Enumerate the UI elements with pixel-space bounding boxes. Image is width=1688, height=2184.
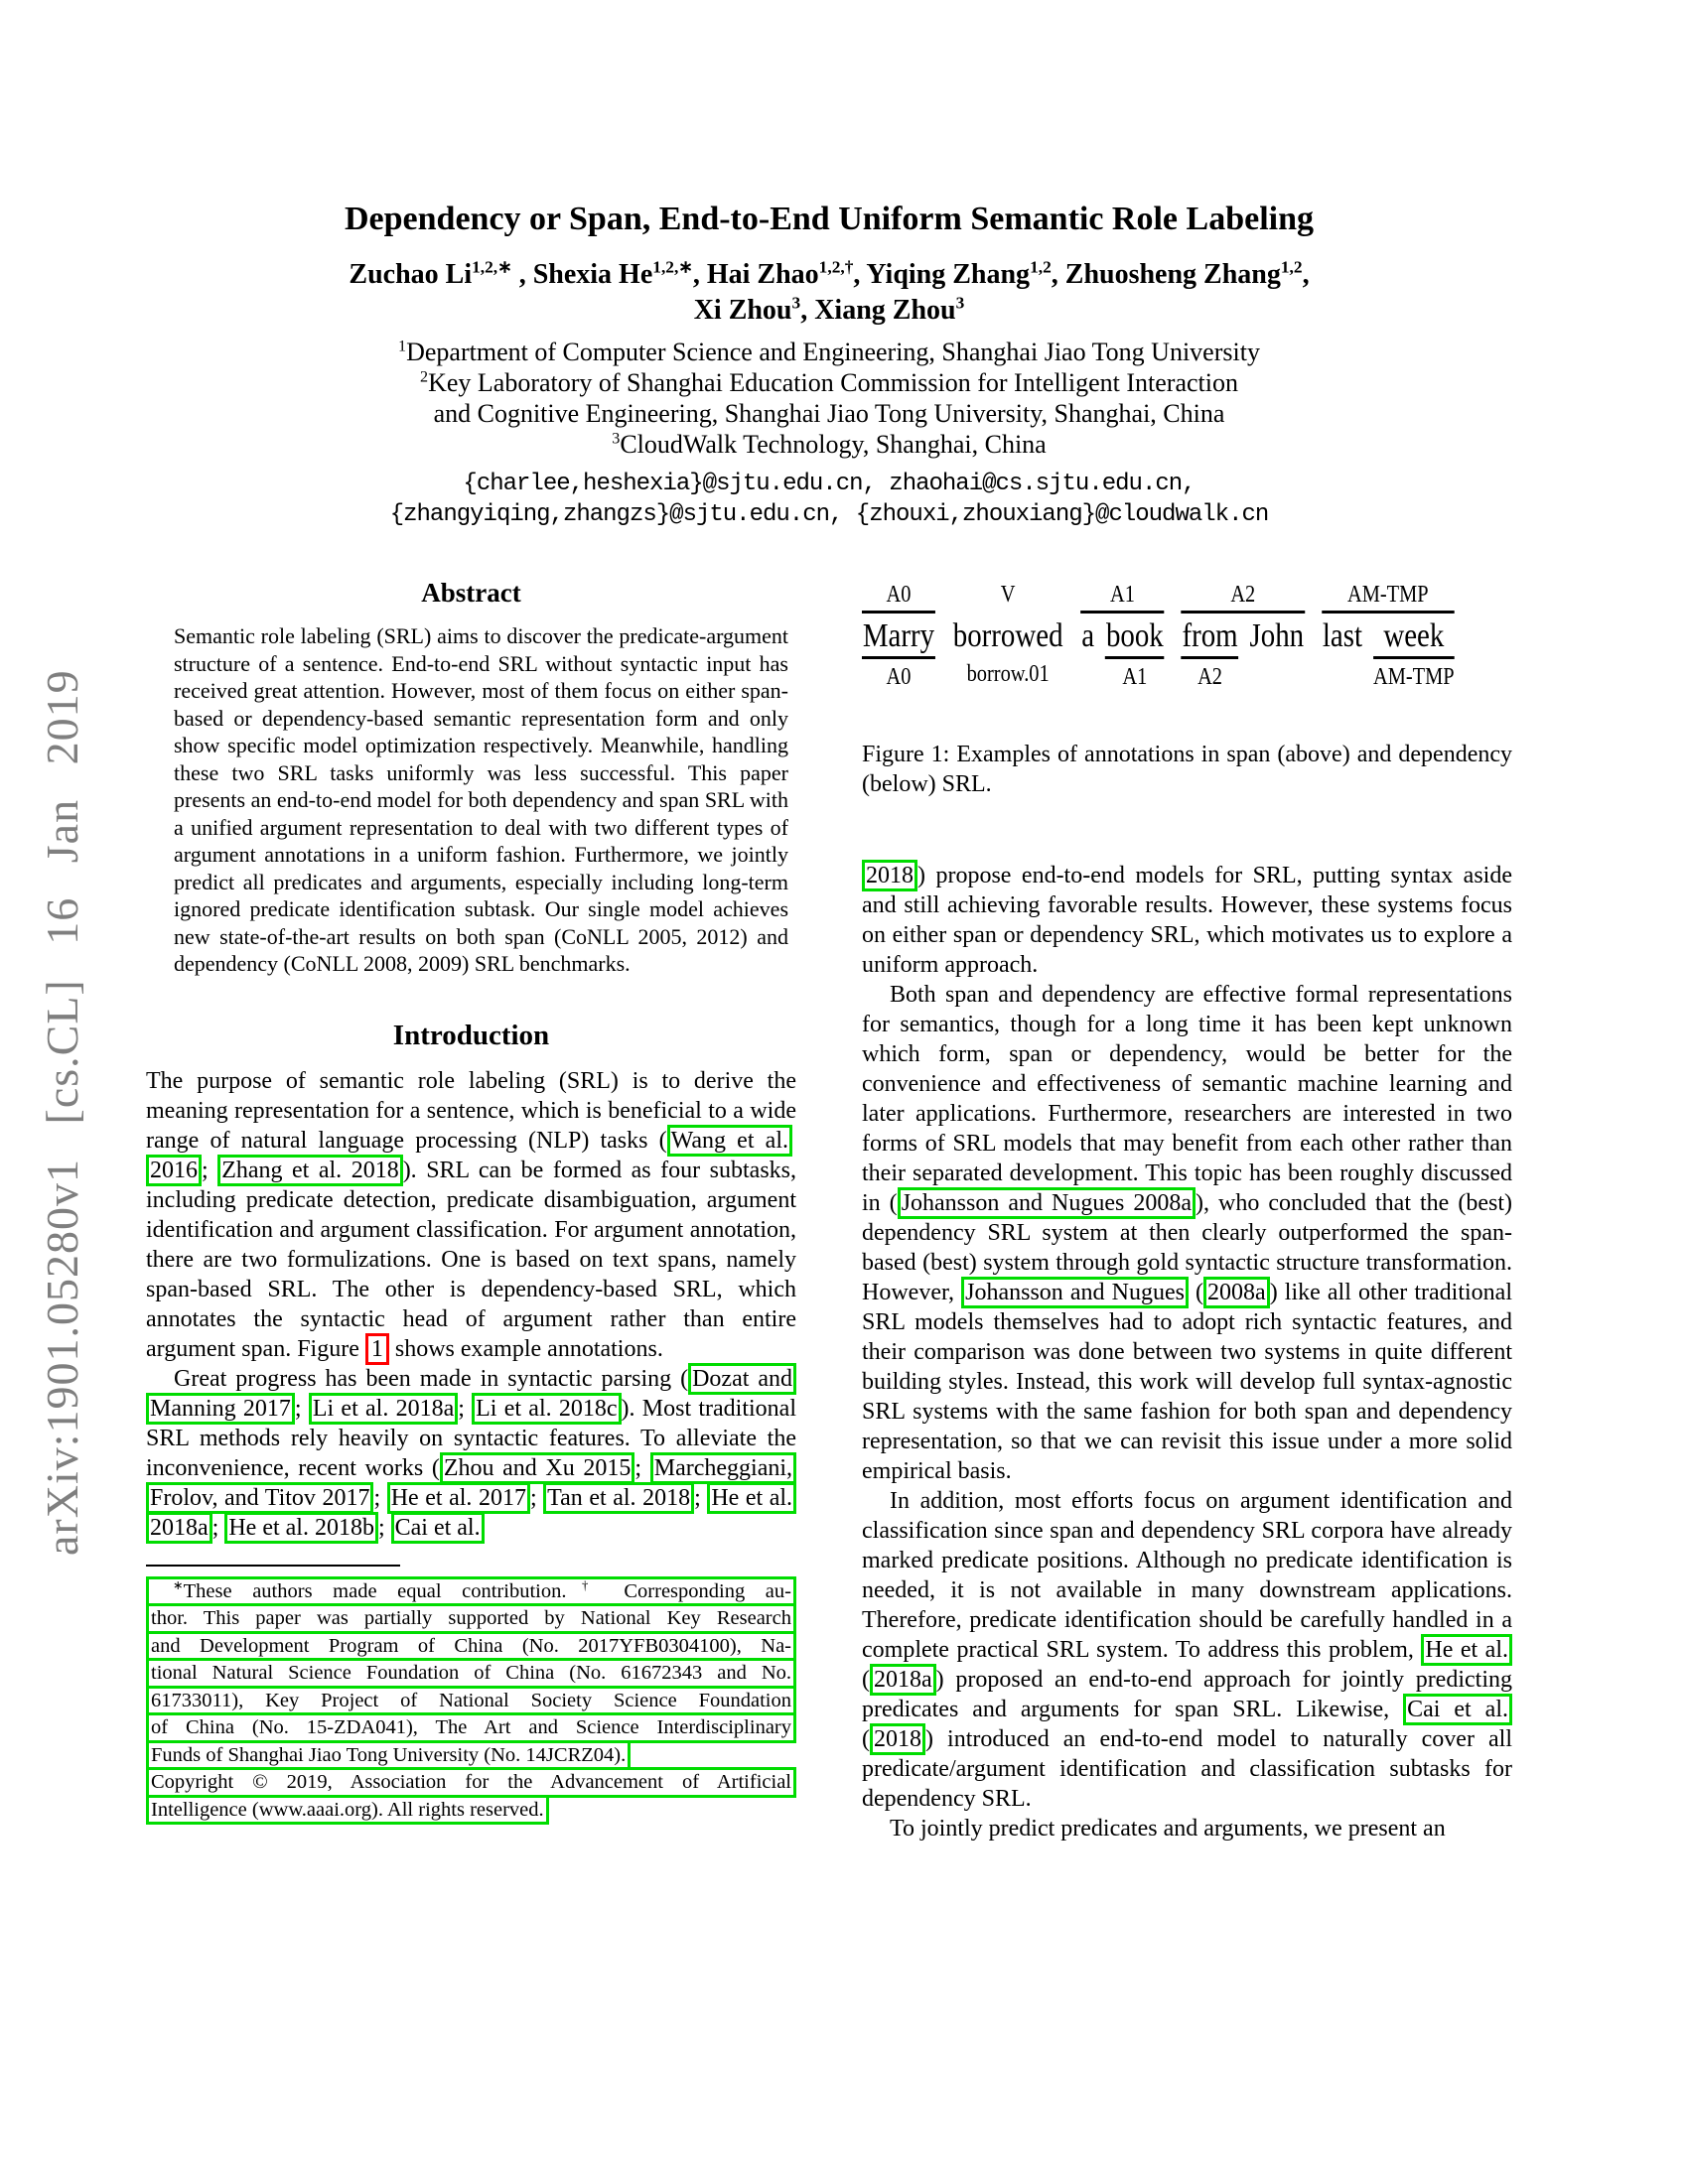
footnote-line: Intelligence (www.aaai.org). All rights reserved. bbox=[146, 1795, 549, 1826]
authors-line-2 bbox=[146, 293, 1512, 329]
affiliation-line-2 bbox=[146, 367, 1512, 398]
srl-group-a1 bbox=[1080, 582, 1164, 690]
text-segment: ; bbox=[634, 1454, 650, 1481]
citation-link[interactable]: Zhang et al. 2018 bbox=[217, 1155, 403, 1186]
footnote-line: Copyright © 2019, Association for the Advancement of Artificial bbox=[146, 1767, 796, 1798]
text-segment: , Zhuosheng Zhang bbox=[1051, 259, 1281, 291]
text-segment: Xi Zhou bbox=[693, 295, 792, 327]
right-paragraph-2 bbox=[862, 980, 1512, 1486]
text-segment: ). SRL can be formed as four subtasks, including predicate detection, predicate disambiguation, argument identification and argument classification. For argument annotation, there are two formulizations. One is based on text spans, namely span-based SRL. The other is dependency-based SRL, which annotates the syntactic head of argument rather than entire argument span. Figure bbox=[146, 1157, 796, 1362]
citation-link[interactable]: 2008a bbox=[1203, 1277, 1270, 1308]
figure-word: borrowed bbox=[952, 617, 1063, 655]
citation-link[interactable]: Wang et al. 2016 bbox=[146, 1125, 792, 1186]
srl-group-a2 bbox=[1182, 582, 1305, 690]
abstract-text: Semantic role labeling (SRL) aims to discover the predicate-argument structure of a sentence. End-to-end SRL without syntactic input has received great attention. However, most of them focus on either span-based or dependency-based semantic representation form and only show specific model optimization respectively. Meanwhile, handling these two SRL tasks uniformly was less successful. This paper presents an end-to-end model for both dependency and span SRL with a unified argument representation to deal with two different types of argument annotations in a uniform fashion. Furthermore, we jointly predict all predicates and arguments, especially including long-term ignored predicate identification subtask. Our single model achieves new state-of-the-art results on both span (CoNLL 2005, 2012) and dependency (CoNLL 2008, 2009) SRL benchmarks. bbox=[174, 623, 788, 977]
citation-link[interactable]: Marcheggiani, Frolov, and Titov 2017 bbox=[146, 1452, 796, 1514]
affiliation-line-4 bbox=[146, 429, 1512, 460]
citation-link[interactable]: Li et al. 2018c bbox=[472, 1393, 621, 1425]
span-label: A2 bbox=[1182, 582, 1305, 614]
intro-paragraph-1 bbox=[146, 1066, 796, 1364]
authors-line-1 bbox=[146, 257, 1512, 293]
right-column bbox=[862, 578, 1512, 1843]
figure-1 bbox=[862, 582, 1512, 799]
citation-link[interactable]: 2018a bbox=[870, 1664, 936, 1696]
dep-label: A1 bbox=[1122, 664, 1148, 691]
footnote-line: and Development Program of China (No. 2017YFB0304100), Na- bbox=[146, 1631, 796, 1662]
text-segment: Both span and dependency are effective formal representations for semantics, though for a long time it has been kept unknown which form, span or dependency, would be better for the convenience and effectiveness of semantic machine learning and later applications. Furthermore, researchers are interested in two forms of SRL models that may benefit from each other rather than their separated development. This topic has been roughly discussed in ( bbox=[862, 982, 1512, 1217]
citation-link[interactable]: Cai et al. bbox=[391, 1512, 485, 1544]
author-emails bbox=[146, 469, 1512, 530]
text-segment: ∗ bbox=[173, 1578, 184, 1593]
dep-label: borrow.01 bbox=[966, 661, 1050, 688]
text-segment: , Shexia He bbox=[511, 259, 653, 291]
citation-link[interactable]: 2018 bbox=[870, 1723, 925, 1755]
citation-link[interactable]: Dozat and Manning 2017 bbox=[146, 1363, 796, 1425]
srl-group-v bbox=[952, 582, 1063, 687]
emails-line-1: {charlee,heshexia}@sjtu.edu.cn, zhaohai@cs.sjtu.edu.cn, bbox=[463, 471, 1196, 498]
dep-label: AM-TMP bbox=[1373, 664, 1455, 691]
text-segment: These authors made equal contribution. bbox=[183, 1579, 567, 1602]
text-segment: , Xiang Zhou bbox=[800, 295, 956, 327]
text-segment: ( bbox=[862, 1726, 870, 1753]
text-segment: 1,2 bbox=[1030, 258, 1052, 278]
text-segment: 1,2,∗ bbox=[472, 258, 512, 278]
figure-word: a bbox=[1081, 617, 1095, 655]
paper-header bbox=[0, 0, 1688, 530]
text-segment: Corresponding au- bbox=[603, 1579, 791, 1602]
footnote-line bbox=[146, 1576, 796, 1607]
affiliation-line-3 bbox=[146, 398, 1512, 429]
text-segment: CloudWalk Technology, Shanghai, China bbox=[620, 430, 1047, 460]
citation-link[interactable]: Tan et al. 2018 bbox=[543, 1482, 694, 1514]
footnote-block bbox=[146, 1565, 796, 1826]
affiliations bbox=[146, 337, 1512, 460]
citation-link[interactable]: Cai et al. bbox=[1403, 1694, 1512, 1725]
introduction-heading: Introduction bbox=[392, 1019, 550, 1051]
figure-1-annotation-example bbox=[862, 582, 1455, 691]
text-segment: ) proposed an end-to-end approach for jointly predicting predicates and arguments for span SRL. Likewise, bbox=[862, 1667, 1512, 1723]
text-segment: The purpose of semantic role labeling (SRL) is to derive the meaning representation for a sentence, which is beneficial to a wide range of natural language processing (NLP) tasks ( bbox=[146, 1067, 796, 1154]
text-segment: Key Laboratory of Shanghai Education Commission for Intelligent Interaction bbox=[428, 368, 1238, 398]
citation-link[interactable]: Johansson and Nugues 2008a bbox=[898, 1187, 1196, 1219]
footnote-line: thor. This paper was partially supported by National Key Research bbox=[146, 1603, 796, 1634]
span-label: V bbox=[1000, 582, 1016, 609]
text-segment: 3 bbox=[612, 430, 621, 448]
paper-title: Dependency or Span, End-to-End Uniform Semantic Role Labeling bbox=[344, 201, 1315, 237]
emails-line-2: {zhangyiqing,zhangzs}@sjtu.edu.cn, {zhouxi,zhouxiang}@cloudwalk.cn bbox=[389, 501, 1269, 529]
text-segment: ; bbox=[202, 1157, 218, 1183]
text-segment: ) like all other traditional SRL models themselves had to adopt rich syntactic features, and their comparison was done between two systems in quite different building styles. Instead, this work will develop full syntax-agnostic SRL systems with the same fashion for both span and dependency representation, so that we can revisit this issue under a more solid empirical basis. bbox=[862, 1280, 1513, 1485]
text-segment: † bbox=[566, 1578, 604, 1593]
text-segment: ; bbox=[694, 1484, 708, 1511]
citation-link[interactable]: He et al. bbox=[1421, 1634, 1512, 1666]
figure-word: week bbox=[1373, 616, 1455, 659]
text-segment: ) propose end-to-end models for SRL, putting syntax aside and still achieving favorable results. However, these systems focus on either span or dependency SRL, which motivates us to explore a uniform approach. bbox=[862, 863, 1512, 979]
text-segment: shows example annotations. bbox=[388, 1335, 663, 1362]
footnote-line: Funds of Shanghai Jiao Tong University (No. 14JCRZ04). bbox=[146, 1740, 631, 1771]
text-segment: ( bbox=[862, 1667, 870, 1694]
text-segment: 3 bbox=[791, 294, 801, 314]
text-segment: ; bbox=[294, 1395, 309, 1422]
srl-group-a0 bbox=[862, 582, 935, 690]
citation-link[interactable]: Li et al. 2018a bbox=[309, 1393, 458, 1425]
text-segment: ; bbox=[377, 1514, 391, 1541]
right-column-text bbox=[862, 861, 1512, 1843]
intro-paragraph-2 bbox=[146, 1364, 796, 1543]
text-segment: ). Most traditional SRL methods rely heavily on syntactic features. To alleviate the inconvenience, recent works ( bbox=[146, 1395, 796, 1481]
left-column bbox=[146, 578, 796, 1843]
citation-link[interactable]: He et al. 2017 bbox=[387, 1482, 530, 1514]
footnote-rule bbox=[146, 1565, 400, 1567]
text-segment: 1,2 bbox=[1280, 258, 1303, 278]
footnote-line: of China (No. 15-ZDA041), The Art and Science Interdisciplinary bbox=[146, 1712, 796, 1743]
right-paragraph-4: To jointly predict predicates and arguments, we present an bbox=[890, 1816, 1446, 1843]
figure-word: John bbox=[1249, 617, 1305, 655]
citation-link[interactable]: Zhou and Xu 2015 bbox=[440, 1452, 635, 1484]
figure-word: book bbox=[1105, 616, 1165, 659]
right-paragraph-1 bbox=[862, 861, 1512, 980]
citation-link[interactable]: He et al. 2018a bbox=[146, 1482, 796, 1544]
text-segment: 1 bbox=[398, 338, 407, 355]
two-column-body bbox=[0, 578, 1688, 1843]
text-segment: Great progress has been made in syntactic parsing ( bbox=[174, 1365, 689, 1392]
citation-link[interactable]: 2018 bbox=[862, 860, 917, 891]
text-segment: 3 bbox=[955, 294, 965, 314]
text-segment: Department of Computer Science and Engineering, Shanghai Jiao Tong University bbox=[406, 338, 1260, 367]
text-segment: Zuchao Li bbox=[349, 259, 473, 291]
figure-ref-link[interactable]: 1 bbox=[365, 1333, 389, 1365]
text-segment: , bbox=[1302, 259, 1310, 291]
figure-word: Marry bbox=[862, 616, 935, 659]
text-segment: 2 bbox=[420, 368, 429, 386]
citation-link[interactable]: Johansson and Nugues bbox=[961, 1277, 1189, 1308]
text-segment: ; bbox=[458, 1395, 473, 1422]
srl-group-am-tmp bbox=[1322, 582, 1455, 690]
arxiv-watermark: arXiv:1901.05280v1 [cs.CL] 16 Jan 2019 bbox=[37, 669, 87, 1556]
text-segment: ( bbox=[1188, 1280, 1204, 1306]
text-segment: ), who concluded that the (best) dependency SRL system at then clearly outperformed the span-based (best) system through gold syntactic structure transformation. However, bbox=[862, 1190, 1512, 1306]
footnote-line: tional Natural Science Foundation of China (No. 61672343 and No. bbox=[146, 1658, 796, 1689]
text-segment: In addition, most efforts focus on argument identification and classification since span and dependency SRL corpora have already marked predicate positions. Although no predicate identification is needed, it is not available in many downstream applications. Therefore, predicate identification should be carefully handled in a complete practical SRL system. To address this problem, bbox=[862, 1488, 1512, 1664]
abstract-heading: Abstract bbox=[421, 578, 521, 609]
text-segment: , Hai Zhao bbox=[692, 259, 819, 291]
text-segment: ; bbox=[211, 1514, 225, 1541]
text-segment: , Yiqing Zhang bbox=[853, 259, 1031, 291]
affiliation-line-1 bbox=[146, 337, 1512, 367]
span-label: A0 bbox=[862, 582, 935, 614]
text-segment: 1,2,∗ bbox=[652, 258, 693, 278]
right-paragraph-3 bbox=[862, 1486, 1512, 1814]
citation-link[interactable]: He et al. 2018b bbox=[224, 1512, 378, 1544]
text-segment: and Cognitive Engineering, Shanghai Jiao Tong University, Shanghai, China bbox=[433, 399, 1225, 429]
dep-label: A0 bbox=[886, 664, 912, 691]
text-segment: ; bbox=[529, 1484, 544, 1511]
figure-word: from bbox=[1182, 616, 1239, 659]
text-segment: 1,2,† bbox=[818, 258, 854, 278]
figure-1-caption: Figure 1: Examples of annotations in span (above) and dependency (below) SRL. bbox=[862, 742, 1512, 798]
text-segment: ) introduced an end-to-end model to naturally cover all predicate/argument identification and classification subtasks for dependency SRL. bbox=[862, 1726, 1512, 1813]
dep-label: A2 bbox=[1197, 664, 1223, 691]
text-segment: ; bbox=[373, 1484, 387, 1511]
figure-word: last bbox=[1322, 617, 1362, 655]
footnote-line: 61733011), Key Project of National Society Science Foundation bbox=[146, 1686, 796, 1716]
span-label: A1 bbox=[1080, 582, 1164, 614]
span-label: AM-TMP bbox=[1322, 582, 1455, 614]
